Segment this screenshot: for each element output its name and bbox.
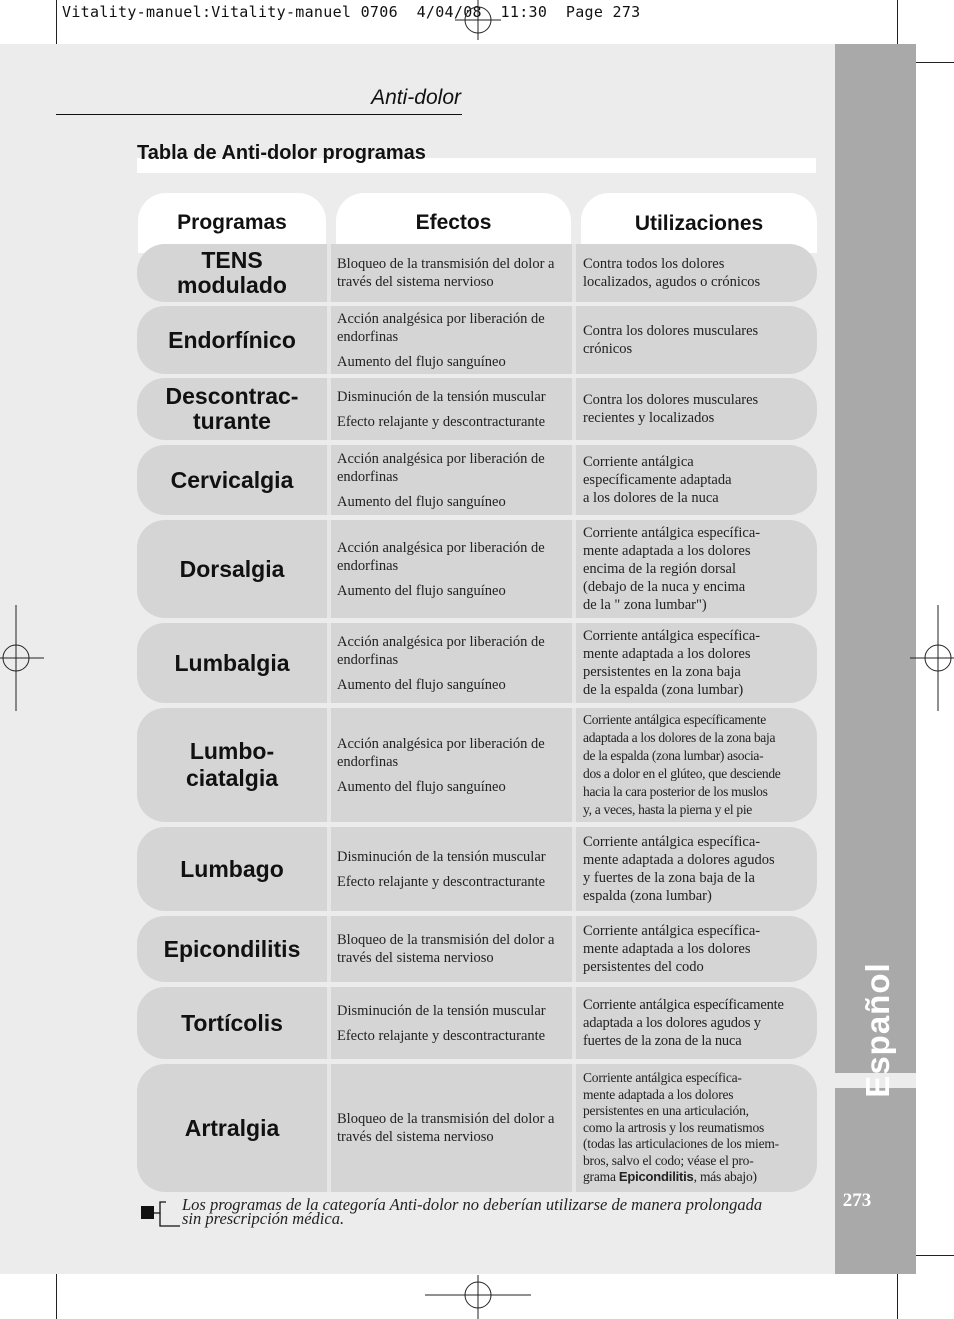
program-uses: Corriente antálgica específica- mente adaptada a dolores agudos y fuertes de la zona baja de la espalda (zona lumbar) <box>583 834 775 904</box>
table-title: Tabla de Anti-dolor programas <box>137 142 426 164</box>
program-name: Lumbo- ciatalgia <box>185 738 279 791</box>
print-slug: Vitality-manuel:Vitality-manuel 0706 4/04/08 11:30 Page 273 <box>62 3 641 21</box>
program-effects: Acción analgésica por liberación de endorfinas Aumento del flujo sanguíneo <box>337 633 545 693</box>
program-effects: Disminución de la tensión muscular Efecto relajante y descontracturante <box>337 388 546 430</box>
section-title: Anti-dolor <box>371 86 461 109</box>
warning-note-icon <box>140 1200 180 1228</box>
program-effects: Disminución de la tensión muscular Efecto relajante y descontracturante <box>337 848 546 890</box>
program-uses: Corriente antálgica específicamente adaptada a los dolores de la zona baja de la espalda (zona lumbar) asocia- dos a dolor en el glúteo, que desciende hacia la cara posterior de los muslos y, a veces, hasta la pierna y el pie <box>583 712 781 817</box>
program-name: Artralgia <box>184 1114 280 1141</box>
page-number: 273 <box>842 1190 872 1211</box>
program-effects: Acción analgésica por liberación de endorfinas Aumento del flujo sanguíneo <box>337 450 545 510</box>
program-effects: Disminución de la tensión muscular Efecto relajante y descontracturante <box>337 1002 546 1044</box>
program-uses: Corriente antálgica específica- mente adaptada a los dolores encima de la región dorsal (debajo de la nuca y encima de la " zona lumbar") <box>583 525 761 613</box>
program-effects: Acción analgésica por liberación de endorfinas Aumento del flujo sanguíneo <box>337 539 545 599</box>
table-row <box>137 987 817 1059</box>
program-effects: Acción analgésica por liberación de endorfinas Aumento del flujo sanguíneo <box>337 310 545 370</box>
registration-target-icon <box>910 605 954 711</box>
crop-mark <box>912 1255 954 1256</box>
footnote: Los programas de la categoría Anti-dolor no deberían utilizarse de manera prolongada sin prescripción médica. <box>182 1195 763 1228</box>
crop-mark <box>56 1272 57 1319</box>
table-row <box>137 306 817 374</box>
program-name: TENS modulado <box>177 247 287 298</box>
program-name: Lumbago <box>180 855 284 882</box>
crop-mark <box>56 0 57 46</box>
column-header-uses: Utilizaciones <box>581 193 817 253</box>
table-row <box>137 244 817 302</box>
crop-mark <box>897 1272 898 1319</box>
program-uses: Contra todos los dolores localizados, agudos o crónicos <box>583 256 761 290</box>
column-header-effects: Efectos <box>336 193 571 253</box>
crop-mark <box>897 0 898 46</box>
registration-target-icon <box>0 605 44 711</box>
column-header-programs: Programas <box>138 193 326 253</box>
table-row <box>137 623 817 703</box>
program-name: Epicondilitis <box>163 935 301 962</box>
program-uses: Corriente antálgica específica- mente adaptada a los dolores persistentes en una articulación, como la artrosis y los reumatismos (todas las articulaciones de los miem- bros, salvo el codo; véase el pro- grama Epicondilitis, más abajo) <box>583 1069 779 1185</box>
program-effects: Acción analgésica por liberación de endorfinas Aumento del flujo sanguíneo <box>337 735 545 795</box>
program-effects: Bloqueo de la transmisión del dolor a través del sistema nervioso <box>337 932 555 966</box>
program-name: Endorfínico <box>168 326 296 353</box>
table-row <box>137 445 817 515</box>
program-effects: Bloqueo de la transmisión del dolor a través del sistema nervioso <box>337 256 555 290</box>
program-uses: Contra los dolores musculares crónicos <box>583 323 759 357</box>
table-row <box>137 916 817 982</box>
program-name: Lumbalgia <box>174 649 290 676</box>
program-name: Cervicalgia <box>170 466 294 493</box>
registration-target-icon <box>455 0 501 40</box>
program-uses: Corriente antálgica específica- mente adaptada a los dolores persistentes en la zona baja de la espalda (zona lumbar) <box>583 628 761 698</box>
program-uses: Corriente antálgica específica- mente adaptada a los dolores persistentes del codo <box>583 923 761 975</box>
program-name: Descontrac- turante <box>165 383 299 434</box>
program-effects: Bloqueo de la transmisión del dolor a través del sistema nervioso <box>337 1111 555 1145</box>
language-label: Español <box>859 962 896 1098</box>
program-uses: Corriente antálgica específicamente adaptada a los dolores agudos y fuertes de la zona de la nuca <box>583 997 784 1049</box>
program-name: Dorsalgia <box>179 555 285 582</box>
program-uses: Contra los dolores musculares recientes y localizados <box>583 392 759 426</box>
crop-mark <box>912 62 954 63</box>
program-name: Tortícolis <box>181 1009 283 1036</box>
table-row <box>137 708 817 822</box>
program-reference: Epicondilitis <box>618 1169 694 1185</box>
table-row <box>137 827 817 911</box>
table-row <box>137 378 817 440</box>
table-row <box>137 520 817 618</box>
registration-target-icon <box>425 1275 531 1319</box>
header-rule <box>56 114 462 115</box>
program-uses: Corriente antálgica específicamente adaptada a los dolores de la nuca <box>583 454 732 506</box>
table-row <box>137 1064 817 1192</box>
